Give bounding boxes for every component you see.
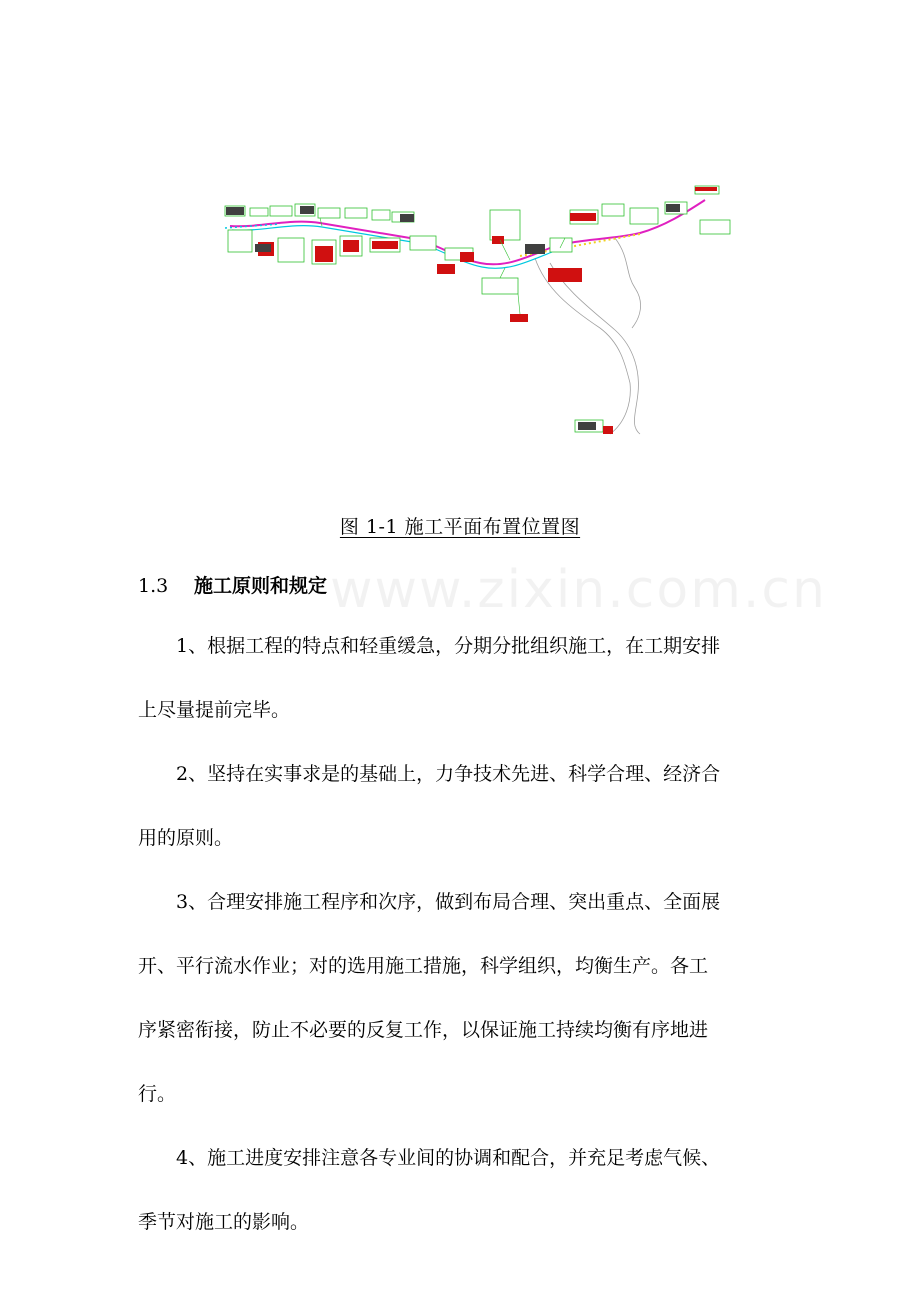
red-label (510, 314, 528, 322)
river-outline (535, 238, 641, 434)
paragraph-line: 用的原则。 (138, 827, 234, 849)
red-label (492, 236, 504, 244)
red-label (343, 240, 359, 252)
section-heading (138, 571, 327, 598)
figure-caption-text: 图 1-1 施工平面布置位置图 (339, 516, 581, 538)
paragraph-line: 3、合理安排施工程序和次序，做到布局合理、突出重点、全面展 (176, 891, 721, 913)
annotation-box (482, 278, 518, 294)
photo-thumbnail (578, 422, 596, 430)
red-label (570, 213, 596, 221)
paragraph-line: 季节对施工的影响。 (138, 1211, 310, 1233)
site-layout-figure (220, 178, 740, 443)
paragraph-line: 开、平行流水作业；对的选用施工措施，科学组织，均衡生产。各工 (138, 955, 709, 977)
paragraph-line: 上尽量提前完毕。 (138, 699, 291, 721)
annotation-box (700, 220, 730, 234)
paragraph-line: 2、坚持在实事求是的基础上，力争技术先进、科学合理、经济合 (176, 763, 721, 785)
photo-thumbnail (300, 206, 314, 214)
annotation-box (345, 208, 367, 218)
red-label (460, 252, 474, 262)
annotation-box (490, 210, 520, 240)
annotation-box (550, 238, 572, 252)
figure-caption (0, 512, 920, 539)
red-label (315, 246, 333, 262)
annotation-box (250, 208, 268, 216)
paragraph-line: 1、根据工程的特点和轻重缓急，分期分批组织施工，在工期安排 (176, 635, 721, 657)
annotation-box (228, 230, 252, 252)
photo-thumbnail (255, 244, 271, 252)
photo-thumbnail (226, 207, 244, 215)
annotation-box (318, 208, 340, 218)
paragraph-1 (138, 614, 798, 742)
annotation-box (278, 238, 304, 262)
section-title: 施工原则和规定 (194, 575, 328, 597)
section-number: 1.3 (138, 575, 169, 597)
red-label (372, 241, 398, 249)
annotation-box (602, 204, 624, 216)
annotation-boxes (225, 186, 730, 432)
red-label (437, 264, 455, 274)
photo-thumbnail (400, 214, 414, 222)
paragraph-4 (138, 1126, 798, 1254)
photo-thumbnail (525, 244, 545, 254)
red-label (548, 268, 582, 282)
annotation-box (630, 208, 658, 224)
red-label (603, 426, 613, 434)
red-label (695, 187, 717, 191)
paragraph-line: 4、施工进度安排注意各专业间的协调和配合，并充足考虑气候、 (176, 1147, 721, 1169)
paragraph-2 (138, 742, 798, 870)
photo-thumbnail (666, 204, 680, 212)
annotation-box (372, 210, 390, 220)
site-layout-map (220, 178, 740, 443)
watermark: www.zixin.com.cn (330, 560, 827, 620)
paragraph-line: 序紧密衔接，防止不必要的反复工作，以保证施工持续均衡有序地进 (138, 1019, 709, 1041)
annotation-box (270, 206, 292, 216)
paragraph-line: 行。 (138, 1083, 177, 1105)
annotation-box (410, 236, 436, 250)
paragraph-3 (138, 870, 798, 1126)
